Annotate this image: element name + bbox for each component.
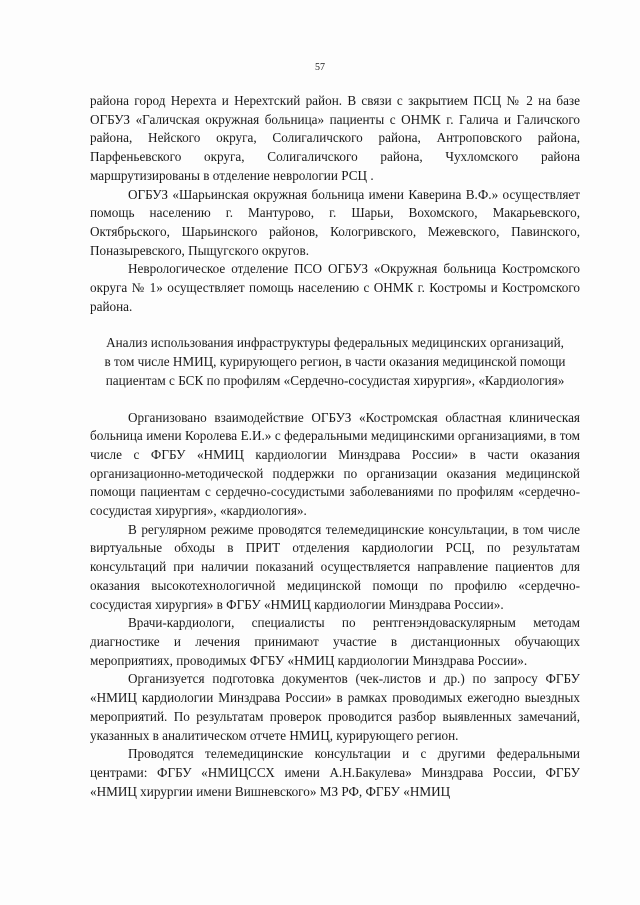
page-number: 57	[315, 62, 325, 73]
paragraph-other-centers: Проводятся телемедицинские консультации и с другими федеральными центрами: ФГБУ «НМИЦССХ имени А.Н.Бакулева» Минздрава России, ФГБУ «НМИЦ хирургии имени Вишневского» МЗ РФ, ФГБУ «НМИЦ	[90, 746, 580, 799]
document-body	[90, 92, 580, 801]
paragraph-cardiologists-training: Врачи-кардиологи, специалисты по рентгенэндоваскулярным методам диагностике и лечения принимают участие в дистанционных обучающих мероприятиях, проводимых ФГБУ «НМИЦ кардиологии Минздрава России».	[90, 615, 580, 668]
section-heading: Анализ использования инфраструктуры федеральных медицинских организаций, в том числе НМИЦ, курирующего регион, в части оказания медицинской помощи пациентам с БСК по профилям «Сердечно-сосудистая хирургия», «Кардиология»	[104, 335, 566, 388]
paragraph-cooperation: Организовано взаимодействие ОГБУЗ «Костромская областная клиническая больница имени Королева Е.И.» с федеральными медицинскими организациями, в том числе с ФГБУ «НМИЦ кардиологии Минздрава России» в части оказания организационно-методической поддержки по организации оказания медицинской помощи пациентам с сердечно-сосудистыми заболеваниями по профилям «сердечно-сосудистая хирургия», «кардиология».	[90, 409, 580, 519]
paragraph-sharya-hospital: ОГБУЗ «Шарьинская окружная больница имени Каверина В.Ф.» осуществляет помощь населению г. Мантурово, г. Шарьи, Вохомского, Макарьевского, Октябрьского, Шарьинского районов, Кологривского, Межевского, Павинского, Поназыревского, Пыщугского округов.	[90, 186, 580, 258]
paragraph-telemedicine: В регулярном режиме проводятся телемедицинские консультации, в том числе виртуальные обходы в ПРИТ отделения кардиологии РСЦ, по результатам консультаций при наличии показаний осуществляется направление пациентов для оказания высокотехнологичной медицинской помощи по профилю «сердечно-сосудистая хирургия» в ФГБУ «НМИЦ кардиологии Минздрава России».	[90, 521, 580, 612]
paragraph-routing-galich: района город Нерехта и Нерехтский район. В связи с закрытием ПСЦ № 2 на базе ОГБУЗ «Галичская окружная больница» пациенты с ОНМК г. Галича и Галичского района, Нейского округа, Солигаличского района, Антроповского района, Парфеньевского округа, Солигаличского района, Чухломского района маршрутизированы в отделение неврологии РСЦ .	[90, 93, 580, 183]
paragraph-neurology-pso: Неврологическое отделение ПСО ОГБУЗ «Окружная больница Костромского округа № 1» осуществляет помощь населению с ОНМК г. Костромы и Костромского района.	[90, 261, 580, 314]
paragraph-checklists: Организуется подготовка документов (чек-листов и др.) по запросу ФГБУ «НМИЦ кардиологии Минздрава России» в рамках проводимых ежегодно выездных мероприятий. По результатам проверок проводится разбор выявленных замечаний, указанных в аналитическом отчете НМИЦ, курирующего регион.	[90, 671, 580, 743]
